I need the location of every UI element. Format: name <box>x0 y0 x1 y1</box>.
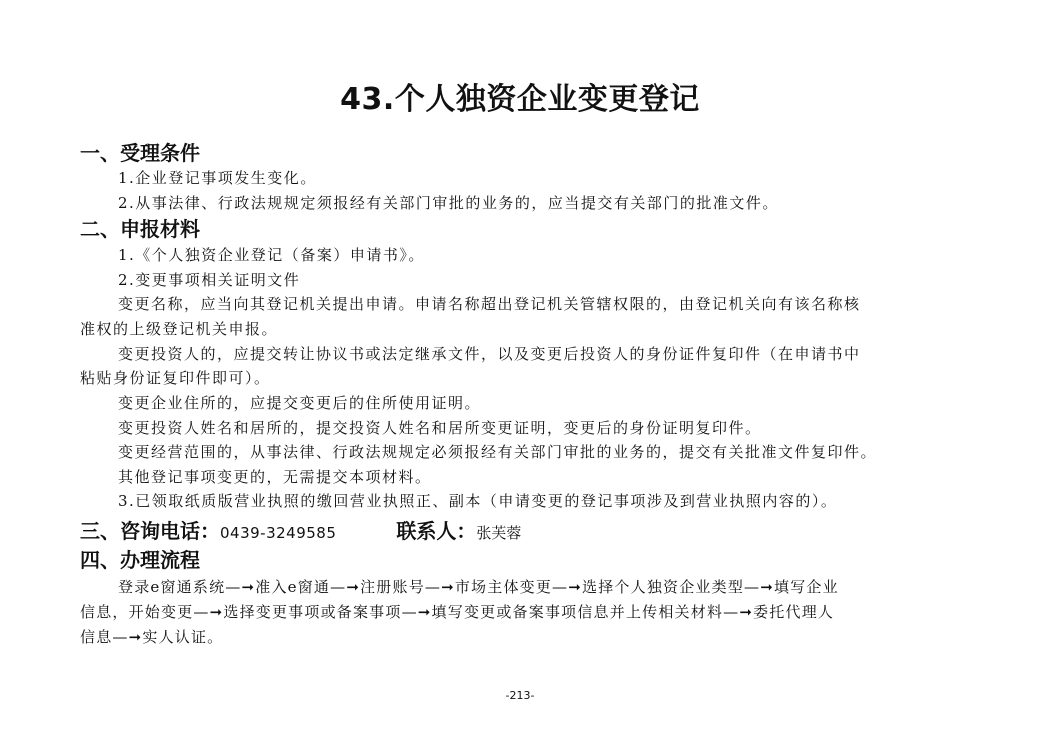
consult-heading: 三、咨询电话： <box>80 519 220 543</box>
materials-line-9: 变更经营范围的，从事法律、行政法规规定必须报经有关部门审批的业务的，提交有关批准文件复印件。 <box>118 443 878 461</box>
materials-line-4: 准权的上级登记机关申报。 <box>80 320 279 338</box>
contact-name: 张芙蓉 <box>476 524 522 542</box>
materials-line-1: 1.《个人独资企业登记（备案）申请书》。 <box>118 246 425 264</box>
materials-line-11: 3.已领取纸质版营业执照的缴回营业执照正、副本（申请变更的登记事项涉及到营业执照内容的）。 <box>118 492 838 510</box>
section-heading-materials: 二、申报材料 <box>80 217 200 241</box>
section-heading-conditions: 一、受理条件 <box>80 141 200 165</box>
contact-label: 联系人： <box>396 519 477 543</box>
materials-line-8: 变更投资人姓名和居所的，提交投资人姓名和居所变更证明，变更后的身份证明复印件。 <box>118 419 762 437</box>
materials-line-7: 变更企业住所的，应提交变更后的住所使用证明。 <box>118 394 482 412</box>
section-heading-consult-row <box>80 518 521 546</box>
conditions-line-1: 1.企业登记事项发生变化。 <box>118 169 317 187</box>
page-title: 43.个人独资企业变更登记 <box>340 82 700 117</box>
process-line-2: 信息，开始变更—➞选择变更事项或备案事项—➞填写变更或备案事项信息并上传相关材料—➞委托代理人 <box>80 603 835 621</box>
materials-line-2: 2.变更事项相关证明文件 <box>118 271 301 289</box>
process-line-3: 信息—➞实人认证。 <box>80 628 224 646</box>
consult-phone: 0439-3249585 <box>220 524 337 542</box>
materials-line-6: 粘贴身份证复印件即可）。 <box>80 369 271 387</box>
conditions-line-2: 2.从事法律、行政法规规定须报经有关部门审批的业务的，应当提交有关部门的批准文件。 <box>118 194 779 212</box>
section-heading-process: 四、办理流程 <box>80 548 200 572</box>
process-line-1: 登录e窗通系统—➞准入e窗通—➞注册账号—➞市场主体变更—➞选择个人独资企业类型—➞填写企业 <box>118 578 839 596</box>
materials-line-5: 变更投资人的，应提交转让协议书或法定继承文件，以及变更后投资人的身份证件复印件（在申请书中 <box>118 345 861 363</box>
materials-line-3: 变更名称，应当向其登记机关提出申请。申请名称超出登记机关管辖权限的，由登记机关向有该名称核 <box>118 295 861 313</box>
materials-line-10: 其他登记事项变更的，无需提交本项材料。 <box>118 468 432 486</box>
page-number: -213- <box>505 689 535 702</box>
